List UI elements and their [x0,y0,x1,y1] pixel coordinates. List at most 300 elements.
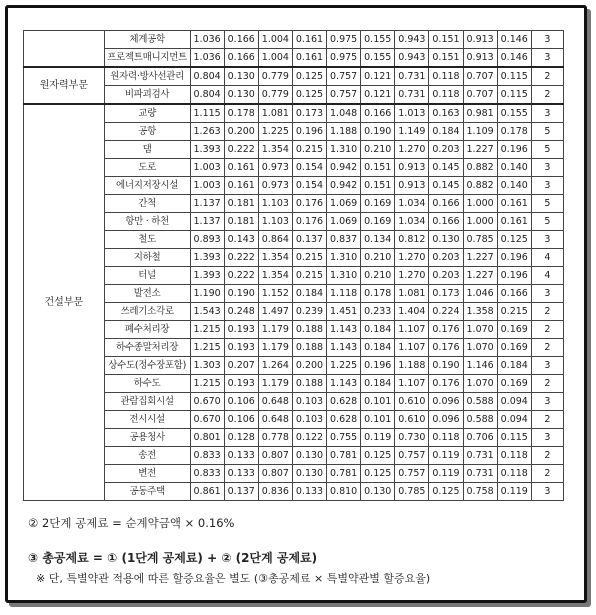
rate-cell: 0.134 [361,231,395,249]
rate-cell: 0.203 [429,141,463,159]
rate-cell: 1.048 [327,104,361,123]
rate-cell: 0.115 [497,67,531,86]
rate-cell: 5 [531,213,563,231]
rate-cell: 0.757 [395,465,429,483]
rate-cell: 0.810 [327,483,361,501]
rate-cell: 0.181 [224,195,258,213]
rate-cell: 0.913 [463,49,497,68]
rate-cell: 0.146 [497,49,531,68]
rate-cell: 1.013 [395,104,429,123]
item-name-cell: 간척 [104,195,190,213]
rate-cell: 0.169 [497,321,531,339]
rate-cell: 1.107 [395,321,429,339]
rate-cell: 0.193 [224,321,258,339]
rate-cell: 0.755 [327,429,361,447]
rate-cell: 0.161 [497,213,531,231]
item-name-cell: 도로 [104,159,190,177]
rate-cell: 1.003 [190,159,224,177]
rate-cell: 0.161 [224,177,258,195]
rate-cell: 0.648 [258,393,292,411]
rate-cell: 0.864 [258,231,292,249]
rate-cell: 0.731 [463,447,497,465]
item-name-cell: 하수도 [104,375,190,393]
table-row [24,31,564,49]
rate-cell: 0.215 [292,249,326,267]
rate-cell: 1.143 [327,339,361,357]
rate-cell: 0.648 [258,411,292,429]
rate-cell: 0.190 [224,285,258,303]
rate-cell: 0.118 [429,429,463,447]
rate-cell: 0.143 [224,231,258,249]
rate-cell: 0.981 [463,104,497,123]
item-name-cell: 댐 [104,141,190,159]
rate-cell: 1.404 [395,303,429,321]
item-name-cell: 공항 [104,123,190,141]
rate-cell: 0.807 [258,447,292,465]
rate-cell: 0.757 [395,447,429,465]
rate-cell: 0.184 [361,339,395,357]
rate-cell: 1.107 [395,339,429,357]
rate-cell: 0.804 [190,67,224,86]
table-body [24,31,564,501]
rate-cell: 0.973 [258,177,292,195]
table-row [24,465,564,483]
rate-cell: 2 [531,67,563,86]
table-row [24,429,564,447]
note-total-premium: ③ 총공제료 = ① (1단계 공제료) + ② (2단계 공제료) [28,551,318,565]
rate-cell: 0.151 [429,31,463,49]
rate-cell: 2 [531,339,563,357]
table-row [24,49,564,68]
rate-cell: 0.133 [224,447,258,465]
rate-cell: 1.303 [190,357,224,375]
rate-cell: 1.215 [190,321,224,339]
rate-cell: 0.781 [327,447,361,465]
rate-cell: 0.196 [292,123,326,141]
rate-cell: 4 [531,267,563,285]
table-row [24,195,564,213]
rate-cell: 0.707 [463,86,497,105]
rate-cell: 0.119 [497,483,531,501]
rate-cell: 1.310 [327,249,361,267]
rate-cell: 1.393 [190,249,224,267]
rate-cell: 1.188 [327,123,361,141]
rate-cell: 0.115 [497,429,531,447]
rate-cell: 1.070 [463,321,497,339]
rate-cell: 0.125 [429,483,463,501]
rate-cell: 0.096 [429,411,463,429]
item-name-cell: 송전 [104,447,190,465]
rate-cell: 1.003 [190,177,224,195]
rate-cell: 0.130 [361,483,395,501]
sector-cell: 건설부문 [24,104,105,501]
rate-cell: 0.106 [224,411,258,429]
rate-cell: 3 [531,159,563,177]
rate-cell: 0.203 [429,249,463,267]
rate-cell: 0.758 [463,483,497,501]
rate-cell: 1.179 [258,321,292,339]
rate-cell: 5 [531,123,563,141]
rate-cell: 0.222 [224,249,258,267]
table-row [24,411,564,429]
rate-cell: 0.610 [395,393,429,411]
table-row [24,357,564,375]
rate-cell: 0.785 [395,483,429,501]
rate-cell: 0.169 [497,339,531,357]
rate-cell: 3 [531,49,563,68]
rate-cell: 1.118 [327,285,361,303]
rate-cell: 0.670 [190,393,224,411]
rate-cell: 0.166 [224,49,258,68]
rate-cell: 0.103 [292,393,326,411]
rate-cell: 3 [531,231,563,249]
sector-cell [24,31,105,68]
rate-cell: 0.151 [361,159,395,177]
item-name-cell: 폐수처리장 [104,321,190,339]
rate-cell: 0.184 [292,285,326,303]
rate-cell: 1.270 [395,249,429,267]
rate-cell: 1.358 [463,303,497,321]
rate-cell: 0.106 [224,393,258,411]
rate-cell: 1.227 [463,267,497,285]
item-name-cell: 프로젝트매니지먼트 [104,49,190,68]
rate-cell: 2 [531,303,563,321]
rate-cell: 2 [531,411,563,429]
rate-cell: 0.184 [497,357,531,375]
rate-cell: 0.118 [429,86,463,105]
rate-cell: 0.101 [361,393,395,411]
item-name-cell: 상수도(정수장포함) [104,357,190,375]
rate-cell: 1.143 [327,321,361,339]
rate-cell: 0.731 [395,86,429,105]
item-name-cell: 교량 [104,104,190,123]
rate-cell: 0.178 [361,285,395,303]
rate-cell: 0.215 [292,141,326,159]
rate-cell: 0.210 [361,249,395,267]
rate-cell: 0.121 [361,67,395,86]
rate-cell: 1.152 [258,285,292,303]
table-row [24,285,564,303]
rate-cell: 0.184 [361,321,395,339]
rate-cell: 0.122 [292,429,326,447]
table-row [24,67,564,86]
rate-cell: 0.169 [361,195,395,213]
rate-cell: 0.193 [224,339,258,357]
rate-cell: 0.184 [429,123,463,141]
rate-cell: 0.757 [327,67,361,86]
rate-cell: 0.730 [395,429,429,447]
rate-cell: 0.133 [292,483,326,501]
rate-cell: 1.004 [258,31,292,49]
item-name-cell: 터널 [104,267,190,285]
rate-cell: 0.210 [361,141,395,159]
rate-cell: 1.000 [463,195,497,213]
rate-cell: 0.130 [292,447,326,465]
rate-cell: 1.310 [327,267,361,285]
rate-cell: 0.882 [463,177,497,195]
rate-cell: 0.130 [224,67,258,86]
rate-cell: 0.130 [292,465,326,483]
rate-cell: 0.118 [429,67,463,86]
rate-cell: 1.137 [190,213,224,231]
rate-cell: 1.215 [190,375,224,393]
item-name-cell: 항만 · 하천 [104,213,190,231]
rate-cell: 0.804 [190,86,224,105]
rate-cell: 0.103 [292,411,326,429]
rate-cell: 0.125 [497,231,531,249]
rate-cell: 1.179 [258,339,292,357]
rate-cell: 0.196 [497,267,531,285]
rate-cell: 0.913 [395,177,429,195]
rate-cell: 0.176 [429,375,463,393]
rate-cell: 1.225 [327,357,361,375]
rate-cell: 0.130 [429,231,463,249]
rate-cell: 0.975 [327,49,361,68]
rate-cell: 5 [531,141,563,159]
table-row [24,483,564,501]
rate-cell: 0.151 [361,177,395,195]
rate-cell: 1.225 [258,123,292,141]
item-name-cell: 변전 [104,465,190,483]
rate-cell: 1.004 [258,49,292,68]
rate-cell: 0.184 [361,375,395,393]
rate-cell: 0.188 [292,321,326,339]
rate-cell: 0.224 [429,303,463,321]
rate-cell: 1.393 [190,267,224,285]
rate-cell: 0.190 [361,123,395,141]
rate-cell: 0.610 [395,411,429,429]
table-row [24,159,564,177]
rate-cell: 1.270 [395,267,429,285]
rate-cell: 1.069 [327,195,361,213]
rate-cell: 0.155 [361,49,395,68]
rate-cell: 2 [531,321,563,339]
rate-cell: 0.137 [292,231,326,249]
rate-cell: 0.196 [497,141,531,159]
rate-cell: 0.210 [361,267,395,285]
table-row [24,104,564,123]
rate-cell: 3 [531,483,563,501]
rate-cell: 0.628 [327,393,361,411]
rate-cell: 0.801 [190,429,224,447]
rate-cell: 0.833 [190,447,224,465]
rate-cell: 0.169 [497,375,531,393]
rate-cell: 0.166 [429,213,463,231]
rate-cell: 0.161 [292,49,326,68]
rate-cell: 1.354 [258,267,292,285]
rate-cell: 1.354 [258,141,292,159]
rate-cell: 1.081 [395,285,429,303]
item-name-cell: 전시시설 [104,411,190,429]
note-stage2-premium: ② 2단계 공제료 = 순계약금액 × 0.16% [28,516,235,530]
rate-cell: 0.176 [292,213,326,231]
item-name-cell: 관람집회시설 [104,393,190,411]
rate-cell: 0.807 [258,465,292,483]
rate-cell: 0.975 [327,31,361,49]
rate-cell: 1.143 [327,375,361,393]
rate-cell: 1.115 [190,104,224,123]
rate-cell: 0.670 [190,411,224,429]
rate-cell: 0.893 [190,231,224,249]
rate-cell: 0.137 [224,483,258,501]
rate-cell: 0.193 [224,375,258,393]
rate-cell: 0.239 [292,303,326,321]
rate-cell: 2 [531,447,563,465]
rate-cell: 0.176 [429,339,463,357]
rate-cell: 0.176 [292,195,326,213]
rate-cell: 3 [531,393,563,411]
item-name-cell: 비파괴검사 [104,86,190,105]
rate-cell: 1.497 [258,303,292,321]
rate-cell: 0.588 [463,411,497,429]
rate-cell: 0.154 [292,159,326,177]
rate-cell: 0.812 [395,231,429,249]
rate-cell: 1.264 [258,357,292,375]
rate-cell: 0.119 [429,447,463,465]
rate-cell: 0.707 [463,67,497,86]
rate-cell: 0.200 [224,123,258,141]
rate-cell: 0.188 [292,375,326,393]
rate-cell: 0.781 [327,465,361,483]
rate-cell: 0.215 [497,303,531,321]
rate-cell: 0.101 [361,411,395,429]
rate-cell: 0.196 [361,357,395,375]
rate-cell: 0.833 [190,465,224,483]
rate-cell: 1.036 [190,49,224,68]
rate-cell: 0.173 [292,104,326,123]
rate-cell: 0.785 [463,231,497,249]
rate-cell: 0.128 [224,429,258,447]
rate-cell: 4 [531,249,563,267]
rate-cell: 0.161 [292,31,326,49]
rate-cell: 1.034 [395,213,429,231]
table-row [24,213,564,231]
table-row [24,86,564,105]
rate-cell: 1.046 [463,285,497,303]
rate-cell: 3 [531,177,563,195]
rate-cell: 0.140 [497,159,531,177]
table-row [24,375,564,393]
rate-cell: 1.069 [327,213,361,231]
rate-cell: 0.188 [292,339,326,357]
rate-cell: 1.070 [463,339,497,357]
rate-cell: 3 [531,285,563,303]
rate-cell: 3 [531,104,563,123]
rate-cell: 3 [531,429,563,447]
rate-cell: 0.588 [463,393,497,411]
rate-cell: 1.263 [190,123,224,141]
item-name-cell: 원자력·방사선관리 [104,67,190,86]
rate-cell: 0.161 [497,195,531,213]
item-name-cell: 에너지저장시설 [104,177,190,195]
rate-cell: 1.393 [190,141,224,159]
rate-cell: 0.094 [497,393,531,411]
rate-cell: 0.943 [395,49,429,68]
rate-cell: 0.145 [429,159,463,177]
rate-cell: 0.757 [327,86,361,105]
rate-cell: 0.836 [258,483,292,501]
item-name-cell: 하수종말처리장 [104,339,190,357]
note-surcharge: ※ 단, 특별약관 적용에 따른 할증요율은 별도 (③총공제료 × 특별약관별 할증요율) [36,572,431,585]
table-row [24,447,564,465]
rate-cell: 0.166 [497,285,531,303]
rate-cell: 0.173 [429,285,463,303]
rate-cell: 1.190 [190,285,224,303]
rate-cell: 1.137 [190,195,224,213]
rate-cell: 0.942 [327,159,361,177]
rate-cell: 0.121 [361,86,395,105]
rate-cell: 1.070 [463,375,497,393]
item-name-cell: 공용청사 [104,429,190,447]
rate-cell: 1.227 [463,141,497,159]
rate-cell: 0.190 [429,357,463,375]
rate-cell: 0.155 [361,31,395,49]
rate-cell: 0.166 [361,104,395,123]
table-row [24,393,564,411]
rate-cell: 1.543 [190,303,224,321]
rate-cell: 0.203 [429,267,463,285]
item-name-cell: 체계공학 [104,31,190,49]
rate-cell: 0.222 [224,267,258,285]
rate-cell: 1.109 [463,123,497,141]
rate-cell: 0.779 [258,67,292,86]
rate-cell: 0.913 [463,31,497,49]
rate-cell: 0.196 [497,249,531,267]
rate-cell: 0.118 [497,465,531,483]
rate-cell: 0.154 [292,177,326,195]
rate-cell: 1.354 [258,249,292,267]
rate-cell: 0.125 [292,67,326,86]
rate-cell: 1.451 [327,303,361,321]
rate-cell: 0.125 [361,447,395,465]
rate-cell: 1.310 [327,141,361,159]
rate-cell: 0.161 [224,159,258,177]
rate-cell: 0.119 [429,465,463,483]
rate-cell: 0.118 [497,447,531,465]
rate-cell: 1.188 [395,357,429,375]
rate-cell: 0.882 [463,159,497,177]
table-row [24,141,564,159]
item-name-cell: 지하철 [104,249,190,267]
rate-cell: 0.233 [361,303,395,321]
sector-cell: 원자력부문 [24,67,105,104]
table-row [24,267,564,285]
table-row [24,249,564,267]
rate-cell: 2 [531,375,563,393]
rate-cell: 1.149 [395,123,429,141]
rate-cell: 0.913 [395,159,429,177]
rate-cell: 1.215 [190,339,224,357]
rate-cell: 0.248 [224,303,258,321]
rate-cell: 0.779 [258,86,292,105]
rate-cell: 0.178 [224,104,258,123]
rate-cell: 0.094 [497,411,531,429]
rate-cell: 0.628 [327,411,361,429]
item-name-cell: 공동주택 [104,483,190,501]
rate-cell: 0.155 [497,104,531,123]
rate-cell: 0.145 [429,177,463,195]
rate-cell: 0.731 [395,67,429,86]
rate-cell: 0.166 [224,31,258,49]
rate-cell: 0.146 [497,31,531,49]
rate-cell: 0.837 [327,231,361,249]
table-row [24,339,564,357]
rate-cell: 0.215 [292,267,326,285]
rate-cell: 1.081 [258,104,292,123]
item-name-cell: 쓰레기소각로 [104,303,190,321]
rate-cell: 0.706 [463,429,497,447]
rate-cell: 0.200 [292,357,326,375]
